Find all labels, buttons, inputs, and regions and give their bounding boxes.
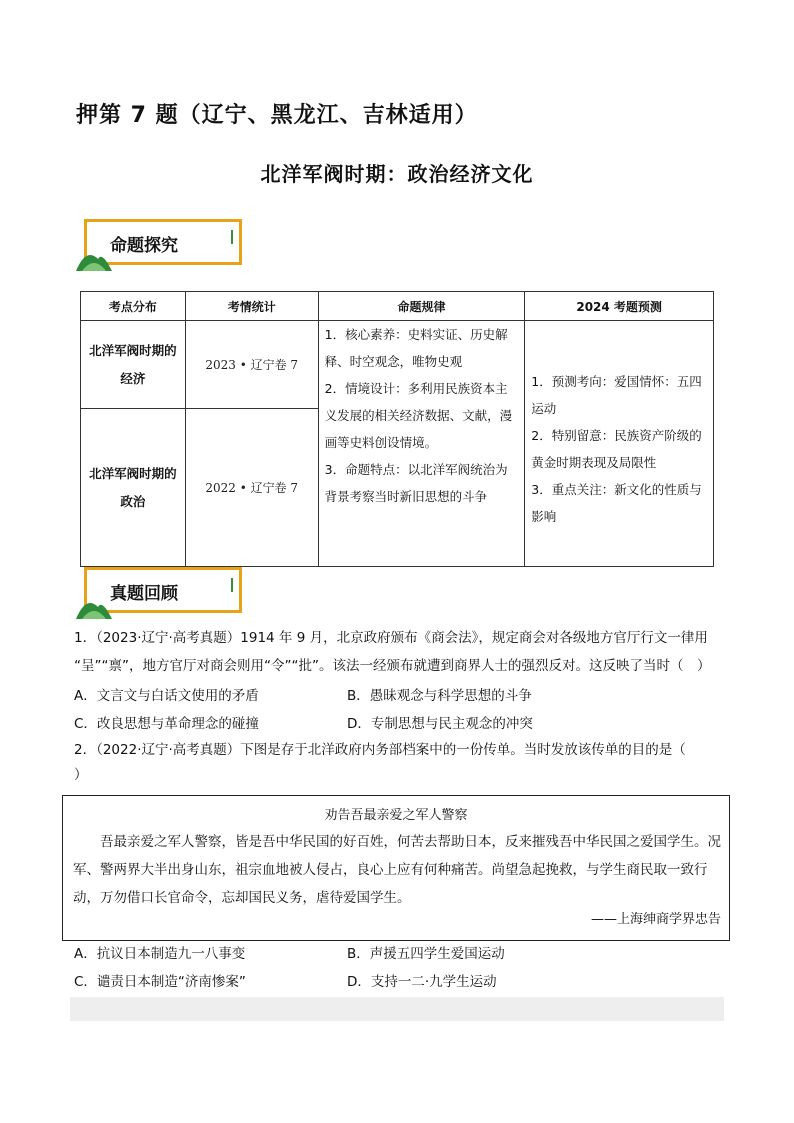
table-header: 考情统计 <box>185 292 318 321</box>
page-title: 押第 7 题（辽宁、黑龙江、吉林适用） <box>76 103 478 128</box>
forecast-item: 2．特别留意：民族资产阶级的黄金时期表现及局限性 <box>531 427 702 470</box>
green-hills-icon <box>76 241 116 271</box>
exam-source-cell: 2022 • 辽宁卷 7 <box>185 409 318 567</box>
leaflet-document <box>62 795 730 941</box>
forecast-cell <box>525 321 714 567</box>
q2-option-c[interactable]: C．谴责日本制造“济南惨案” <box>74 974 246 990</box>
q1-option-b[interactable]: B．愚昧观念与科学思想的斗争 <box>347 688 532 704</box>
forecast-item: 3．重点关注：新文化的性质与影响 <box>531 481 702 524</box>
section-banner-exploration <box>76 219 248 271</box>
section-banner-review <box>76 567 248 619</box>
q1-option-a[interactable]: A．文言文与白话文使用的矛盾 <box>74 688 259 704</box>
rule-item: 3．命题特点：以北洋军阀统治为背景考察当时新旧思想的斗争 <box>324 462 508 504</box>
section-title-review: 真题回顾 <box>110 584 178 604</box>
question-1-stem: 1．（2023·辽宁·高考真题）1914 年 9 月，北京政府颁布《商会法》，规定商会对各级地方官厅行文一律用 <box>74 630 708 646</box>
rule-item: 1．核心素养：史料实证、历史解释、时空观念，唯物史观 <box>324 327 508 369</box>
question-2-stem-cont: ） <box>74 767 88 783</box>
leaflet-title: 劝告吾最亲爱之军人警察 <box>324 808 468 823</box>
section-title-exploration: 命题探究 <box>110 236 178 256</box>
q2-option-d[interactable]: D．支持一二·九学生运动 <box>347 974 497 990</box>
table-header: 命题规律 <box>318 292 525 321</box>
leaflet-body: 吾最亲爱之军人警察，皆是吾中华民国的好百姓，何苦去帮助日本，反来摧残吾中华民国之爱国学生。况军、警两界大半出身山东，祖宗血地被人侵占，良心上应有何种痛苦。尚望急起挽救，与学生商民取一致行动，万勿借口长官命令，忘却国民义务，虐待爱国学生。 <box>73 834 721 906</box>
table-header: 2024 考题预测 <box>525 292 714 321</box>
page-subtitle: 北洋军阀时期：政治经济文化 <box>260 162 534 186</box>
answer-area-bar <box>70 997 724 1021</box>
exam-source-cell: 2023 • 辽宁卷 7 <box>185 321 318 409</box>
table-row <box>81 321 714 409</box>
table-header-row <box>81 292 714 321</box>
leaflet-source: ——上海绅商学界忠告 <box>590 912 721 927</box>
q1-option-d[interactable]: D．专制思想与民主观念的冲突 <box>347 716 533 732</box>
q2-option-a[interactable]: A．抗议日本制造九一八事变 <box>74 946 246 962</box>
rule-item: 2．情境设计：多利用民族资本主义发展的相关经济数据、文献，漫画等史料创设情境。 <box>324 381 513 450</box>
exam-summary-table <box>80 291 714 567</box>
rules-cell <box>318 321 525 567</box>
exam-point-cell: 北洋军阀时期的政治 <box>81 409 186 567</box>
question-2-stem: 2．（2022·辽宁·高考真题）下图是存于北洋政府内务部档案中的一份传单。当时发放该传单的目的是（ <box>74 742 686 758</box>
green-hills-icon <box>76 589 116 619</box>
exam-point-cell: 北洋军阀时期的经济 <box>81 321 186 409</box>
table-header: 考点分布 <box>81 292 186 321</box>
question-1-stem-cont: “呈”“禀”，地方官厅对商会则用“令”“批”。该法一经颁布就遭到商界人士的强烈反对。这反映了当时（ ） <box>74 658 711 674</box>
q1-option-c[interactable]: C．改良思想与革命理念的碰撞 <box>74 716 259 732</box>
forecast-item: 1．预测考向：爱国情怀：五四运动 <box>531 373 702 416</box>
q2-option-b[interactable]: B．声援五四学生爱国运动 <box>347 946 505 962</box>
